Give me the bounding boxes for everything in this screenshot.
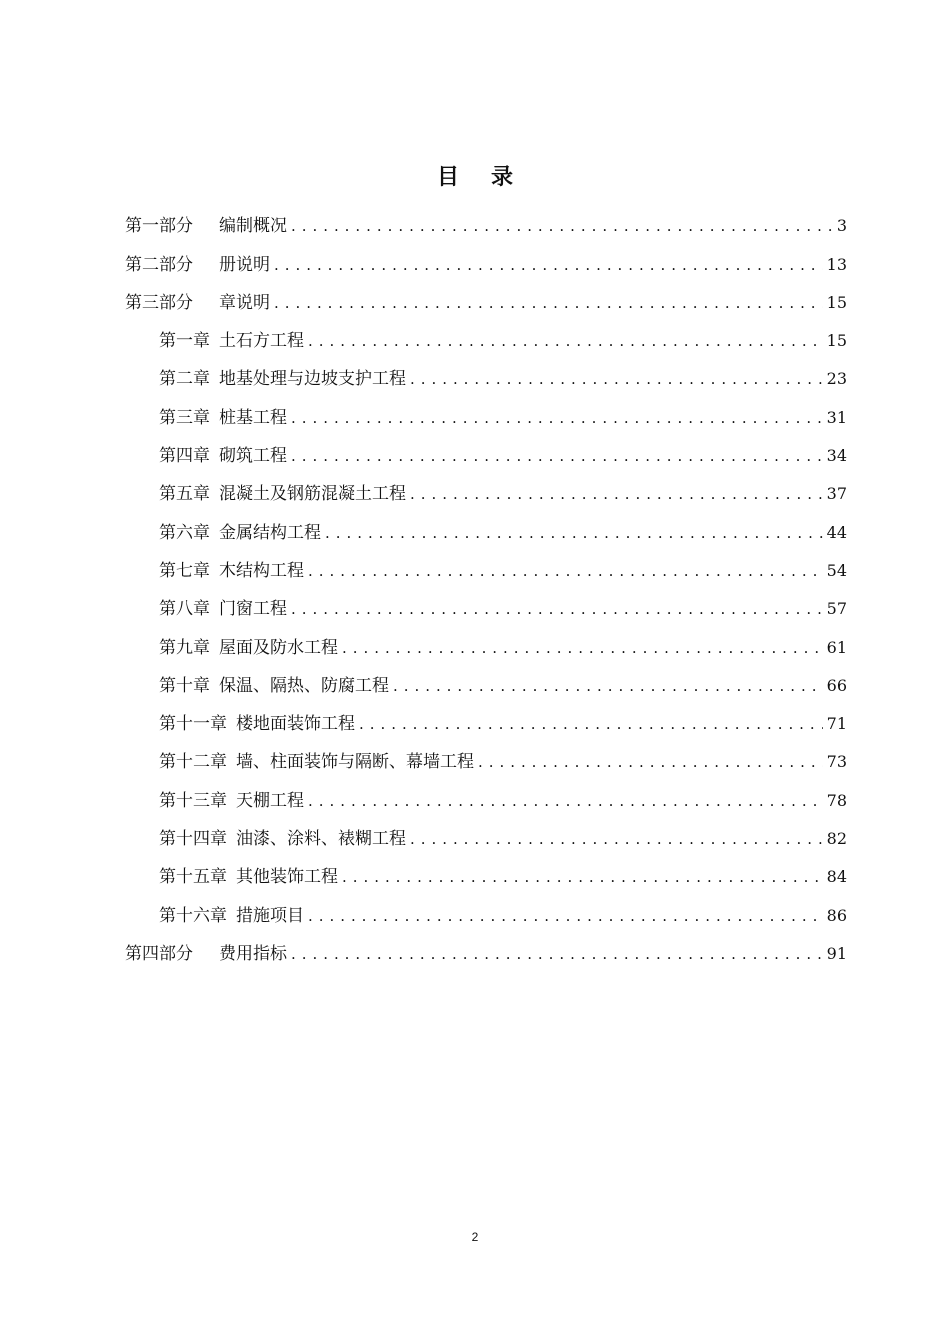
toc-entry[interactable] [125,207,847,245]
toc-entry-title: 天棚工程 [236,790,304,811]
toc-entry-number: 第十四章 [159,829,227,850]
toc-entry-title: 土石方工程 [219,331,304,352]
toc-entry-page: 3 [836,216,847,236]
toc-entry-page: 23 [826,369,847,389]
footer-page-number: 2 [471,1230,479,1244]
toc-entry[interactable] [125,743,847,781]
toc-entry-page: 78 [826,790,847,810]
toc-entry-number: 第八章 [159,599,210,620]
toc-dot-leader [274,284,823,322]
toc-entry-title: 编制概况 [219,216,287,237]
toc-entry[interactable] [125,245,847,283]
toc-entry-title: 楼地面装饰工程 [236,714,355,735]
toc-entry-page: 86 [826,905,847,925]
toc-entry-number: 第五章 [159,484,210,505]
toc-entry-title: 其他装饰工程 [236,867,338,888]
toc-entry[interactable] [125,360,847,398]
toc-entry[interactable] [125,858,847,896]
toc-dot-leader [359,705,823,743]
toc-entry-label [159,667,389,705]
toc-entry-page: 84 [826,867,847,887]
toc-entry-page: 73 [826,752,847,772]
title-char-1: 目 [436,165,459,190]
toc-entry[interactable] [125,935,847,973]
toc-entry-title: 门窗工程 [219,599,287,620]
toc-entry-title: 桩基工程 [219,407,287,428]
toc-entry[interactable] [125,781,847,819]
toc-entry-number: 第四章 [159,446,210,467]
toc-entry[interactable] [125,896,847,934]
toc-entry-label [159,514,321,552]
toc-entry[interactable] [125,398,847,436]
toc-entry-title: 油漆、涂料、裱糊工程 [236,829,406,850]
toc-entry-page: 57 [826,599,847,619]
table-of-contents [125,207,847,973]
toc-dot-leader [291,207,833,245]
toc-entry[interactable] [125,628,847,666]
toc-entry-title: 屋面及防水工程 [219,637,338,658]
toc-entry-label [125,246,270,284]
toc-entry-number: 第三章 [159,407,210,428]
toc-dot-leader [291,437,823,475]
toc-entry-title: 费用指标 [219,943,287,964]
toc-dot-leader [291,590,823,628]
toc-entry-number: 第六章 [159,522,210,543]
toc-entry-page: 15 [826,292,847,312]
toc-entry-label [159,782,304,820]
toc-dot-leader [308,552,823,590]
toc-entry[interactable] [125,590,847,628]
toc-entry-page: 71 [826,714,847,734]
title-char-2: 录 [491,165,514,190]
toc-entry-number: 第三部分 [125,292,193,313]
toc-entry-page: 54 [826,560,847,580]
toc-entry-number: 第二部分 [125,254,193,275]
toc-dot-leader [291,935,823,973]
toc-entry[interactable] [125,552,847,590]
toc-entry-title: 混凝土及钢筋混凝土工程 [219,484,406,505]
toc-entry-page: 66 [826,675,847,695]
toc-entry-page: 44 [826,522,847,542]
toc-entry-label [159,322,304,360]
toc-entry-number: 第四部分 [125,943,193,964]
toc-entry-label [159,629,338,667]
toc-entry-label [159,705,355,743]
toc-entry-label [159,399,287,437]
toc-entry-title: 墙、柱面装饰与隔断、幕墙工程 [236,752,474,773]
toc-entry-page: 91 [826,943,847,963]
toc-dot-leader [410,360,823,398]
toc-entry-title: 金属结构工程 [219,522,321,543]
toc-entry-page: 15 [826,331,847,351]
toc-dot-leader [342,858,823,896]
toc-entry[interactable] [125,284,847,322]
toc-entry[interactable] [125,705,847,743]
toc-entry-page: 31 [826,407,847,427]
toc-entry-label [159,820,406,858]
toc-dot-leader [274,246,823,284]
toc-entry-title: 保温、隔热、防腐工程 [219,675,389,696]
toc-entry-number: 第十章 [159,675,210,696]
toc-entry-title: 措施项目 [236,905,304,926]
toc-entry-label [159,590,287,628]
toc-entry-label [125,935,287,973]
toc-entry-number: 第十二章 [159,752,227,773]
toc-entry-number: 第一部分 [125,216,193,237]
toc-entry-page: 82 [826,829,847,849]
page-title [0,160,950,191]
toc-entry-label [159,437,287,475]
toc-entry-title: 章说明 [219,292,270,313]
toc-entry[interactable] [125,475,847,513]
toc-dot-leader [410,475,823,513]
toc-entry-page: 37 [826,484,847,504]
toc-entry-number: 第一章 [159,331,210,352]
toc-dot-leader [308,782,823,820]
toc-entry-number: 第十三章 [159,790,227,811]
toc-dot-leader [410,820,823,858]
toc-dot-leader [325,514,823,552]
toc-entry-title: 木结构工程 [219,560,304,581]
toc-dot-leader [308,322,823,360]
toc-entry-number: 第十五章 [159,867,227,888]
toc-entry-number: 第十一章 [159,714,227,735]
toc-entry-number: 第十六章 [159,905,227,926]
toc-entry-number: 第九章 [159,637,210,658]
toc-dot-leader [342,629,823,667]
toc-entry-title: 地基处理与边坡支护工程 [219,369,406,390]
toc-entry-label [159,858,338,896]
toc-dot-leader [393,667,823,705]
toc-entry[interactable] [125,322,847,360]
toc-entry-page: 13 [826,254,847,274]
toc-entry-number: 第二章 [159,369,210,390]
toc-entry-page: 61 [826,637,847,657]
toc-entry[interactable] [125,513,847,551]
toc-entry[interactable] [125,667,847,705]
toc-dot-leader [291,399,823,437]
toc-entry-label [159,360,406,398]
toc-entry-label [159,897,304,935]
toc-dot-leader [308,897,823,935]
toc-entry-label [159,552,304,590]
toc-entry-number: 第七章 [159,560,210,581]
toc-entry-label [125,207,287,245]
toc-entry-label [159,743,474,781]
toc-entry-title: 册说明 [219,254,270,275]
toc-dot-leader [478,743,823,781]
toc-entry-label [125,284,270,322]
toc-entry-label [159,475,406,513]
toc-entry-page: 34 [826,446,847,466]
toc-entry[interactable] [125,437,847,475]
toc-entry-title: 砌筑工程 [219,446,287,467]
toc-entry[interactable] [125,820,847,858]
